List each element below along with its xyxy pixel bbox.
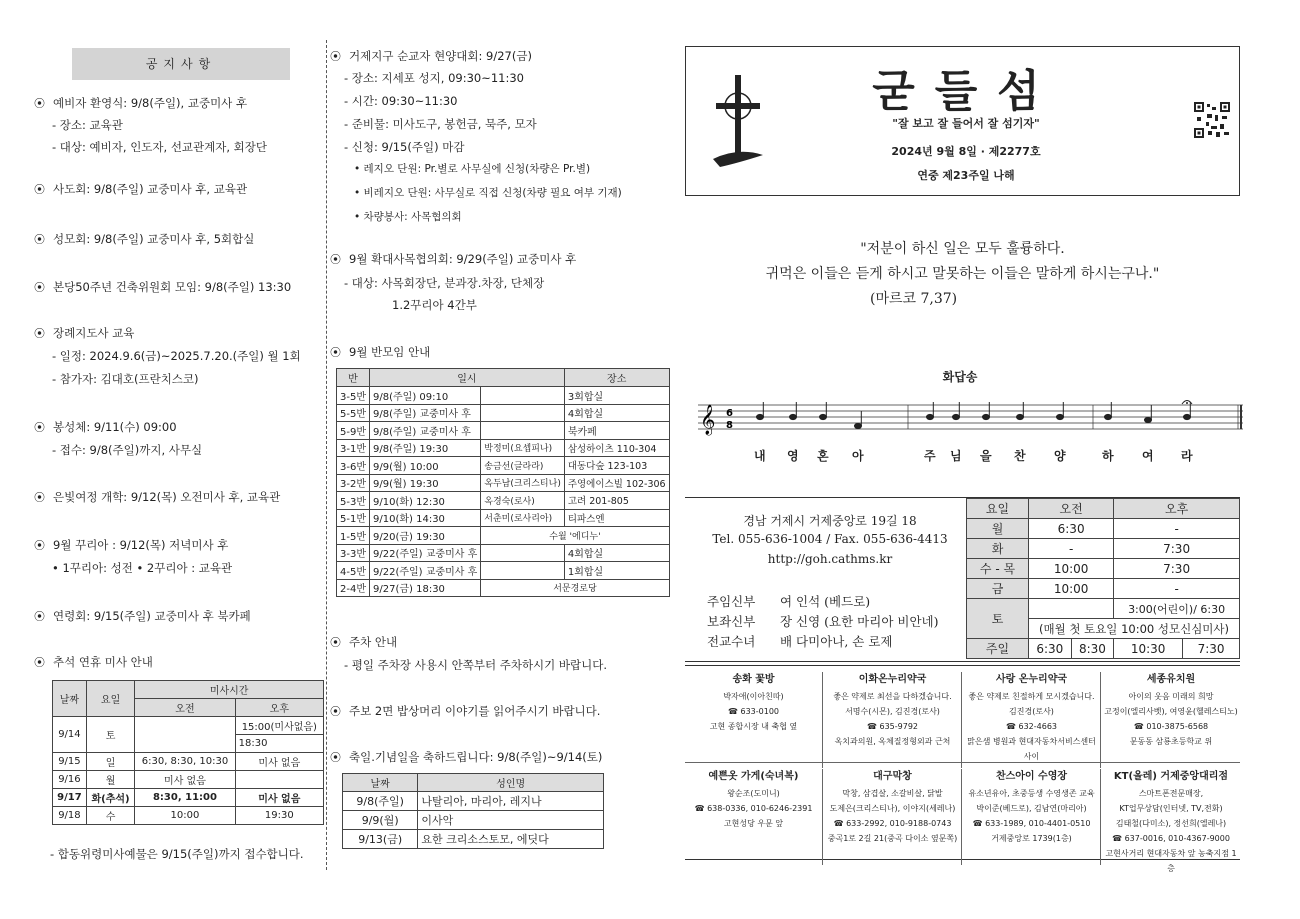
ban-cell: 서문경로당 [481, 579, 669, 597]
feast-h-name: 성인명 [418, 774, 604, 792]
feast-date: 9/9(월) [343, 811, 418, 830]
council-title: ⦿ 9월 확대사목협의회: 9/29(주일) 교중미사 후 [330, 248, 576, 271]
martyr-title: ⦿ 거제지구 순교자 현양대회: 9/27(금) [330, 45, 532, 68]
parish-url[interactable]: http://goh.cathms.kr [767, 552, 893, 566]
lyric-syllable: 주 [924, 449, 936, 463]
mass-h-am: 오전 [1029, 499, 1114, 519]
ban-cell: 9/8(주일) 교중미사 후 [370, 422, 481, 440]
ban-cell: 3-5반 [337, 387, 370, 405]
chuseok-cell: 미사 없음 [235, 753, 323, 771]
ad-card [824, 672, 962, 768]
lyric-syllable: 영 [787, 449, 799, 463]
notice-item: ⦿ 본당50주년 건축위원회 모임: 9/8(주일) 13:30 [34, 276, 291, 299]
quote-ref: (마르코 7,37) [870, 291, 958, 307]
feast-title: ⦿ 축일.기념일을 축하드립니다: 9/8(주일)~9/14(토) [330, 746, 602, 769]
ban-cell: 고려 201-805 [564, 492, 669, 510]
chuseok-table [52, 680, 324, 825]
ban-cell: 박정미(요셉피나) [481, 439, 565, 457]
mass-schedule [966, 498, 1240, 659]
ad-name: 대구막창 [873, 771, 912, 782]
staff-name: 장 신영 (요한 마리아 비안네) [780, 614, 939, 629]
song-title: 화답송 [942, 370, 978, 384]
ban-cell: 9/10(화) 12:30 [370, 492, 481, 510]
parish-address: 경남 거제시 거제중앙로 19길 18 [743, 514, 917, 528]
mass-am: 6:30 [1029, 519, 1114, 539]
mass-pm: 7:30 [1114, 539, 1240, 559]
chuseok-cell: 9/18 [53, 807, 87, 825]
notice-item: ⦿ 성모회: 9/8(주일) 교중미사 후, 5회합실 [34, 228, 254, 251]
ban-cell: 옥두남(크리스티나) [481, 474, 565, 492]
ad-card [963, 672, 1101, 768]
ad-card [1102, 769, 1240, 873]
chuseok-cell: 9/16 [53, 771, 87, 789]
music-note [790, 414, 797, 419]
staff-role: 보좌신부 [707, 614, 756, 629]
chuseok-cell: 9/15 [53, 753, 87, 771]
quote-line2: 귀먹은 이들은 듣게 하시고 말못하는 이들은 말하게 하시는구나." [765, 266, 1160, 282]
ban-cell [481, 544, 565, 562]
mass-pm: - [1114, 579, 1240, 599]
ban-cell: 4회합실 [564, 404, 669, 422]
ad-line: 박이준(베드로), 김남연(마리아) [976, 804, 1087, 813]
mass-pm: 7:30 [1114, 559, 1240, 579]
lyric-syllable: 혼 [817, 449, 829, 463]
chuseok-cell: 토 [86, 717, 134, 753]
martyr-sub: - 장소: 지세포 성지, 09:30~11:30 [344, 71, 524, 85]
ban-cell: 3-1반 [337, 439, 370, 457]
music-note [1017, 414, 1024, 419]
ad-name: 예쁜옷 가게(숙녀복) [708, 771, 799, 782]
chuseok-cell: 월 [86, 771, 134, 789]
cross-logo [708, 67, 768, 177]
mass-sat2: (매월 첫 토요일 10:00 성모신심미사) [1029, 619, 1240, 639]
ban-cell: 9/20(금) 19:30 [370, 527, 481, 545]
chuseok-cell: 화(추석) [86, 789, 134, 807]
ban-cell: 티파스엔 [564, 509, 669, 527]
martyr-bullet: • 차량봉사: 사목협의회 [354, 211, 462, 223]
chuseok-cell [235, 771, 323, 789]
martyr-sub: - 신청: 9/15(주일) 마감 [344, 140, 465, 154]
music-note [1057, 414, 1064, 419]
ban-cell: 9/22(주일) 교중미사 후 [370, 544, 481, 562]
ban-cell: 1회합실 [564, 562, 669, 580]
notice-sub: - 참가자: 김대호(프란치스코) [52, 372, 199, 386]
ad-line: KT업무상담(인터넷, TV,전화) [1119, 804, 1223, 813]
lyric-syllable: 찬 [1014, 449, 1026, 463]
ban-cell: 옥경숙(로사) [481, 492, 565, 510]
council-sub: - 대상: 사목회장단, 분과장.차장, 단체장 [344, 276, 545, 290]
mass-sun-3: 10:30 [1114, 639, 1183, 659]
ad-line: 좋은 약제로 친절하게 모시겠습니다. [968, 692, 1095, 701]
ads-section [685, 665, 1240, 873]
ad-line: 고정이(엘리사벳), 여영윤(헬레스티노) [1104, 707, 1238, 716]
ban-cell: 3-6반 [337, 457, 370, 475]
parish-info [685, 497, 1240, 662]
chuseok-cell: 수 [86, 807, 134, 825]
notice-sub: - 접수: 9/8(주일)까지, 사무실 [52, 443, 203, 457]
ban-h-date: 일시 [370, 369, 565, 387]
ad-name: 찬스아이 수영장 [995, 771, 1068, 782]
notice-sub: - 일정: 2024.9.6(금)~2025.7.20.(주일) 월 1회 [52, 349, 301, 363]
ban-cell: 9/8(주일) 09:10 [370, 387, 481, 405]
music-note [953, 414, 960, 419]
mass-sun-2: 8:30 [1071, 639, 1114, 659]
mass-h-day: 요일 [967, 499, 1029, 519]
qr-code-icon [1194, 102, 1230, 138]
ad-line: 맑은샘 병원과 현대자동차서비스센터 사이 [967, 737, 1096, 761]
staff-role: 주임신부 [707, 594, 756, 609]
ad-line: 좋은 약제로 최선을 다하겠습니다. [833, 692, 952, 701]
ban-cell: 주영에이스빌 102-306 [564, 474, 669, 492]
ban-table [336, 368, 670, 597]
chuseok-h-time: 미사시간 [135, 681, 324, 699]
ban-cell: 9/9(월) 10:00 [370, 457, 481, 475]
mass-day: 월 [967, 519, 1029, 539]
lyric-syllable: 하 [1102, 449, 1114, 463]
ad-line: ☎ 633-0100 [727, 707, 780, 716]
ban-cell [481, 404, 565, 422]
bulletin-issue: 2024년 9월 8일 · 제2277호 [891, 145, 1041, 158]
chuseok-cell: 일 [86, 753, 134, 771]
notice-item: ⦿ 추석 연휴 미사 안내 [34, 651, 153, 674]
music-note [820, 414, 827, 419]
chuseok-cell: 6:30, 8:30, 10:30 [135, 753, 235, 771]
ad-line: 고현성당 우문 앞 [723, 819, 784, 828]
chuseok-cell: 미사 없음 [135, 771, 235, 789]
chuseok-cell: 9/17 [53, 789, 87, 807]
ad-line: ☎ 010-3875-6568 [1133, 722, 1209, 731]
feast-h-date: 날짜 [343, 774, 418, 792]
ban-h-place: 장소 [564, 369, 669, 387]
ban-cell: 9/9(월) 19:30 [370, 474, 481, 492]
ad-line: 박자애(이아친따) [723, 692, 784, 701]
ad-line: 김태철(다미소), 정선희(엘레나) [1115, 819, 1227, 828]
ban-cell: 5-3반 [337, 492, 370, 510]
mass-pm: - [1114, 519, 1240, 539]
lyric-syllable: 아 [852, 449, 864, 463]
music-note [983, 414, 990, 419]
bulletin-sunday: 연중 제23주일 나해 [917, 169, 1015, 182]
lyric-syllable: 여 [1142, 449, 1154, 463]
ban-cell: 송금선(글라라) [481, 457, 565, 475]
ad-line: 중곡1로 2길 21(중곡 다이소 옆문쪽) [827, 834, 958, 843]
mass-am: 10:00 [1029, 579, 1114, 599]
bulletin-title: 굳들섬 [872, 66, 1060, 117]
ban-cell: 9/8(주일) 19:30 [370, 439, 481, 457]
ban-cell: 3회합실 [564, 387, 669, 405]
ad-line: 고현 종합시장 내 축협 옆 [709, 722, 798, 731]
svg-text:6: 6 [726, 408, 733, 419]
chuseok-footnote: - 합동위령미사예물은 9/15(주일)까지 접수합니다. [50, 847, 304, 861]
ban-cell: 9/8(주일) 교중미사 후 [370, 404, 481, 422]
ban-cell: 5-5반 [337, 404, 370, 422]
notice-sub: • 1꾸리아: 성전 • 2꾸리아 : 교육관 [52, 561, 233, 575]
chuseok-h-am: 오전 [135, 699, 235, 717]
notice-title: 공지사항 [72, 48, 290, 80]
ban-cell: 5-1반 [337, 509, 370, 527]
ad-name: 세종유치원 [1146, 674, 1196, 685]
martyr-bullet: • 비레지오 단원: 사무실로 직접 신청(차량 필요 여부 기재) [354, 187, 622, 199]
ad-card [824, 769, 962, 865]
notice-item: ⦿ 사도회: 9/8(주일) 교중미사 후, 교육관 [34, 178, 247, 201]
lyric-syllable: 라 [1181, 449, 1193, 463]
ban-cell: 1-5반 [337, 527, 370, 545]
ban-cell [481, 562, 565, 580]
chuseok-h-day: 요일 [86, 681, 134, 717]
music-note [927, 414, 934, 419]
mass-sun: 주일 [967, 639, 1029, 659]
chuseok-h-pm: 오후 [235, 699, 323, 717]
mass-h-pm: 오후 [1114, 499, 1240, 519]
martyr-sub: - 준비물: 미사도구, 봉헌금, 묵주, 모자 [344, 117, 537, 131]
chuseok-cell [135, 717, 235, 753]
chuseok-cell: 10:00 [135, 807, 235, 825]
parish-tel: Tel. 055-636-1004 / Fax. 055-636-4413 [712, 532, 948, 546]
notice-item: ⦿ 예비자 환영식: 9/8(주일), 교중미사 후 [34, 92, 247, 115]
feast-name: 요한 크리소스토모, 에딧다 [418, 830, 604, 849]
svg-text:8: 8 [726, 420, 733, 431]
ad-line: ☎ 633-2992, 010-9188-0743 [833, 819, 952, 828]
ad-line: 도제은(크리스티나), 이야지(세레나) [829, 804, 956, 813]
lyric-syllable: 님 [950, 449, 962, 463]
chuseok-h-date: 날짜 [53, 681, 87, 717]
martyr-bullet: • 레지오 단원: Pr.별로 사무실에 신청(차량은 Pr.별) [354, 163, 591, 175]
feast-date: 9/13(금) [343, 830, 418, 849]
music-note [1145, 417, 1152, 422]
ad-card [1102, 672, 1240, 768]
ad-name: 송화 꽃방 [732, 674, 775, 685]
ad-line: 문동동 삼룡초등학교 위 [1129, 737, 1213, 746]
quote-line1: "저분이 하신 일은 모두 훌륭하다. [860, 241, 1065, 257]
chuseok-cell: 19:30 [235, 807, 323, 825]
feast-name: 나탈리아, 마리아, 레지나 [418, 792, 604, 811]
mass-day: 수 - 목 [967, 559, 1029, 579]
music-note [757, 414, 764, 419]
council-sub: 1.2꾸리아 4간부 [392, 298, 477, 312]
ban-cell: 5-9반 [337, 422, 370, 440]
ban-cell: 4-5반 [337, 562, 370, 580]
mass-day: 화 [967, 539, 1029, 559]
lyric-syllable: 을 [980, 449, 992, 463]
bulletin-note: ⦿ 주보 2면 밥상머리 이야기를 읽어주시기 바랍니다. [330, 700, 600, 723]
notice-sub: - 장소: 교육관 [52, 118, 123, 132]
chuseok-cell: 미사 없음 [235, 789, 323, 807]
notice-item: ⦿ 은빛여정 개학: 9/12(목) 오전미사 후, 교육관 [34, 486, 280, 509]
ad-name: 이화온누리약국 [858, 674, 927, 685]
feast-name: 이사악 [418, 811, 604, 830]
notice-item: ⦿ 연령회: 9/15(주일) 교중미사 후 북카페 [34, 605, 251, 628]
ad-line: 옥치과의원, 옥체질정형외과 근처 [834, 737, 951, 746]
ban-cell: 삼성하이츠 110-304 [564, 439, 669, 457]
staff-name: 여 인석 (베드로) [780, 594, 871, 609]
ad-line: 스마트폰전문매장, [1138, 789, 1204, 798]
ban-h-ban: 반 [337, 369, 370, 387]
ban-cell: 9/27(금) 18:30 [370, 579, 481, 597]
feast-table [342, 773, 604, 849]
ad-name: KT(올레) 거제중앙대리점 [1113, 771, 1229, 782]
notice-item: ⦿ 9월 꾸리아 : 9/12(목) 저녁미사 후 [34, 534, 228, 557]
staff-role: 전교수녀 [707, 634, 756, 649]
mass-am: - [1029, 539, 1114, 559]
lyric-syllable: 양 [1054, 449, 1066, 463]
ad-name: 사랑 온누리약국 [995, 674, 1068, 685]
ad-line: ☎ 638-0336, 010-6246-2391 [694, 804, 813, 813]
mass-am: 10:00 [1029, 559, 1114, 579]
chuseok-cell: 8:30, 11:00 [135, 789, 235, 807]
mass-day: 금 [967, 579, 1029, 599]
ban-cell [481, 422, 565, 440]
notice-item: ⦿ 봉성체: 9/11(수) 09:00 [34, 416, 177, 439]
ban-cell: 4회합실 [564, 544, 669, 562]
ad-line: ☎ 632-4663 [1005, 722, 1058, 731]
mass-sat1: 3:00(어린이)/ 6:30 [1114, 599, 1240, 619]
notice-sub: - 대상: 예비자, 인도자, 선교관계자, 회장단 [52, 140, 268, 154]
ad-line: 고현사거리 현대자동차 앞 농축지점 1층 [1105, 849, 1237, 873]
ad-line: ☎ 635-9792 [866, 722, 919, 731]
music-note [1105, 414, 1112, 419]
ban-cell: 대동다숲 123-103 [564, 457, 669, 475]
ban-cell: 9/10(화) 14:30 [370, 509, 481, 527]
ad-line: 서명수(시몬), 김진경(로사) [845, 707, 940, 716]
ban-title: ⦿ 9월 반모임 안내 [330, 341, 430, 364]
staff-name: 배 다미아나, 손 로제 [780, 634, 893, 649]
ad-line: 김진경(로사) [1009, 707, 1054, 716]
ban-cell: 2-4반 [337, 579, 370, 597]
chuseok-cell: 9/14 [53, 717, 87, 753]
martyr-sub: - 시간: 09:30~11:30 [344, 94, 458, 108]
music-note [1184, 414, 1191, 419]
ban-cell: 서춘미(로사리아) [481, 509, 565, 527]
ad-line: 왕순조(도미니) [727, 789, 780, 798]
mass-sun-4: 7:30 [1183, 639, 1240, 659]
ad-line: 유소년유아, 초중등생 수영생존 교육 [968, 789, 1095, 798]
ad-line: ☎ 633-1989, 010-4401-0510 [972, 819, 1091, 828]
ad-line: 거제중앙로 1739(1층) [991, 834, 1072, 843]
ad-card [963, 769, 1101, 865]
chuseok-cell: 15:00(미사없음) [235, 717, 323, 735]
ban-cell: 3-3반 [337, 544, 370, 562]
mass-sat: 토 [967, 599, 1029, 639]
column-divider [326, 40, 327, 870]
ad-line: 아이의 웃음 미래의 희망 [1128, 692, 1214, 701]
ban-cell: 9/22(주일) 교중미사 후 [370, 562, 481, 580]
lyric-syllable: 내 [754, 449, 766, 463]
svg-text:𝄞: 𝄞 [700, 405, 716, 435]
ad-line: ☎ 637-0016, 010-4367-9000 [1112, 834, 1230, 843]
mass-sun-1: 6:30 [1029, 639, 1072, 659]
parking-sub: - 평일 주차장 사용시 안쪽부터 주차하시기 바랍니다. [344, 658, 608, 672]
parking-title: ⦿ 주차 안내 [330, 631, 397, 654]
ad-card [685, 769, 823, 865]
ban-cell: 3-2반 [337, 474, 370, 492]
ad-card [685, 672, 823, 768]
music-note [855, 423, 862, 428]
feast-date: 9/8(주일) [343, 792, 418, 811]
ad-line: 막창, 삼겹살, 소갈비살, 닭발 [842, 789, 943, 798]
bulletin-banner [685, 46, 1240, 196]
music-staff [698, 395, 1243, 440]
bulletin-motto: "잘 보고 잘 들어서 잘 섬기자" [892, 117, 1040, 130]
chuseok-cell: 18:30 [235, 735, 323, 753]
ban-cell [481, 387, 565, 405]
notice-item: ⦿ 장례지도사 교육 [34, 322, 134, 345]
ban-cell: 수월 '에디누' [481, 527, 669, 545]
ban-cell: 북카페 [564, 422, 669, 440]
